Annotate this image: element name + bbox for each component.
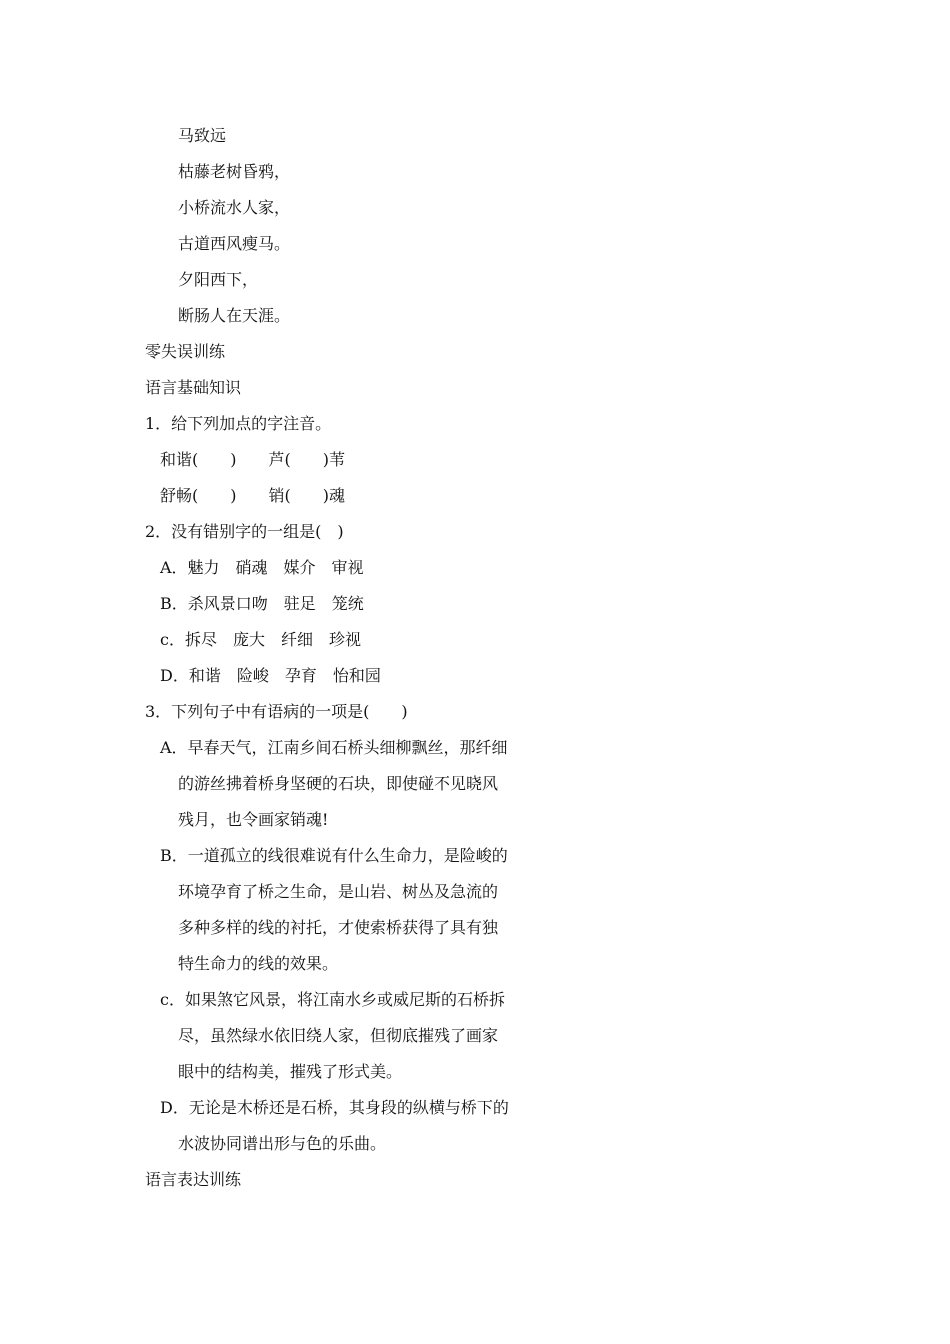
question-3-option-a-cont: 的游丝拂着桥身坚硬的石块，即使碰不见晓风	[178, 774, 499, 793]
question-3-option-c-cont: 尽，虽然绿水依旧绕人家，但彻底摧残了画家	[178, 1026, 499, 1045]
question-2-stem: 2．没有错别字的一组是( )	[145, 522, 344, 541]
question-1-row: 和谐( ) 芦( )苇	[160, 450, 345, 469]
question-2-option: D．和谐 险峻 孕育 怡和园	[160, 666, 381, 685]
poem-line: 古道西风瘦马。	[178, 234, 291, 253]
question-1-stem: 1．给下列加点的字注音。	[145, 414, 332, 433]
question-3-option-d: D．无论是木桥还是石桥，其身段的纵横与桥下的	[160, 1098, 509, 1117]
poem-line: 小桥流水人家，	[178, 198, 291, 217]
poem-line: 夕阳西下，	[178, 270, 259, 289]
question-3-option-a-cont: 残月，也令画家销魂!	[178, 810, 329, 829]
question-3-option-c: c．如果煞它风景，将江南水乡或威尼斯的石桥拆	[160, 990, 505, 1009]
question-3-option-a: A．早春天气，江南乡间石桥头细柳飘丝，那纤细	[160, 738, 508, 757]
question-3-option-b-cont: 多种多样的线的衬托，才使索桥获得了具有独	[178, 918, 499, 937]
question-2-option: B．杀风景口吻 驻足 笼统	[160, 594, 364, 613]
question-3-stem: 3．下列句子中有语病的一项是( )	[145, 702, 408, 721]
question-3-option-c-cont: 眼中的结构美，摧残了形式美。	[178, 1062, 403, 1081]
question-3-option-b-cont: 环境孕育了桥之生命，是山岩、树丛及急流的	[178, 882, 499, 901]
question-2-option: A．魅力 硝魂 媒介 审视	[160, 558, 364, 577]
question-3-option-b-cont: 特生命力的线的效果。	[178, 954, 339, 973]
poem-line: 枯藤老树昏鸦，	[178, 162, 291, 181]
question-1-row: 舒畅( ) 销( )魂	[160, 486, 345, 505]
poem-author: 马致远	[178, 126, 227, 145]
question-2-option: c．拆尽 庞大 纤细 珍视	[160, 630, 361, 649]
poem-line: 断肠人在天涯。	[178, 306, 291, 325]
question-3-option-b: B．一道孤立的线很难说有什么生命力，是险峻的	[160, 846, 508, 865]
section-heading-basic: 语言基础知识	[145, 378, 242, 397]
question-3-option-d-cont: 水波协同谱出形与色的乐曲。	[178, 1134, 387, 1153]
section-heading-expression: 语言表达训练	[145, 1170, 242, 1189]
section-heading-zero-error: 零失误训练	[145, 342, 226, 361]
